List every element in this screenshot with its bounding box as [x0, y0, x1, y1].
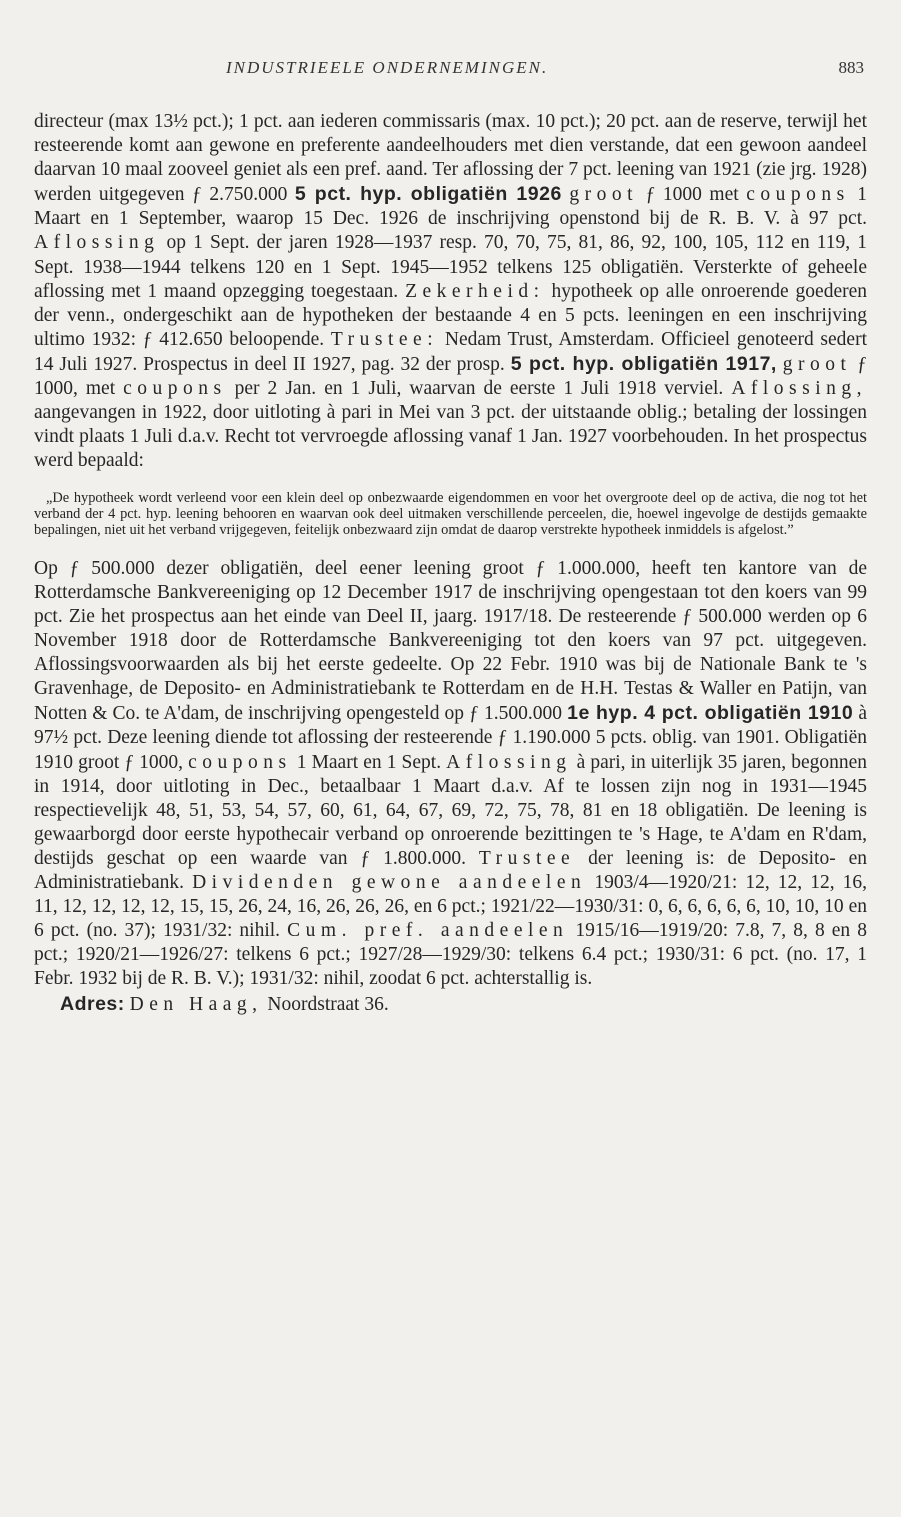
- p1-text-e: hypotheek op alle onroerende goederen der venn., ondergeschikt aan de hypotheken der bestaande 4 en 5 pcts. leeningen en een inschrijving ultimo 1932: ƒ 412.650 beloopende.: [34, 280, 868, 350]
- term-trustee: Trustee: [478, 847, 576, 869]
- p2-text-c: 1 Maart en 1 Sept.: [296, 751, 442, 773]
- address-label: Adres:: [60, 993, 125, 1016]
- p1-text-b: ƒ 1000 met: [645, 184, 739, 206]
- p2-text-g: 1915/16—1919/20: 7.8, 7, 8, 8 en 8 pct.; 1920/21—1926/27: telkens 6 pct.; 1927/28—1929/30: telkens 6.4 pct.; 1930/31: 6 pct. (no. 17, 1 Febr. 1932 bij de R. B. V.); 1931/32: nihil, zoodat 6 pct. achterstallig is.: [34, 920, 867, 990]
- term-groot: groot: [569, 184, 639, 206]
- p1-text-c: 1 Maart en 1 September, waarop 15 Dec. 1926 de inschrijving openstond bij de R. B. V. à 97 pct.: [34, 184, 867, 230]
- p2-text-f: 1903/4—1920/21: 12, 12, 12, 16, 11, 12, 12, 12, 12, 15, 15, 26, 24, 16, 26, 26, 26, en 6 pct.; 1921/22—1930/31: 0, 6, 6, 6, 6, 6, 10, 10, 10 en 6 pct. (no. 37); 1931/32: nihil.: [34, 872, 868, 942]
- term-dividenden: Dividenden gewone aandeelen: [192, 872, 587, 894]
- p1-text-h: per 2 Jan. en 1 Juli, waarvan de eerste 1 Juli 1918 verviel.: [234, 378, 724, 400]
- address-street: Noordstraat 36.: [267, 994, 389, 1016]
- page-number: 883: [838, 58, 864, 77]
- bond-title-1917: 5 pct. hyp. obligatiën 1917,: [510, 352, 777, 375]
- term-trustee: Trustee:: [330, 328, 439, 350]
- p1-text-d: op 1 Sept. der jaren 1928—1937 resp. 70, 70, 75, 81, 86, 92, 100, 105, 112 en 119, 1 Sept. 1938—1944 telkens 120 en 1 Sept. 1945—1952 telkens 125 obligatiën. Versterkte of geheele aflossing met 1 maand opzegging toegestaan.: [34, 232, 868, 302]
- term-zekerheid: Zekerheid:: [405, 280, 545, 302]
- term-coupons: coupons: [746, 184, 850, 206]
- term-coupons: coupons: [188, 751, 292, 773]
- p1-text-f: Nedam Trust, Amsterdam. Officieel genoteerd sedert 14 Juli 1927. Prospectus in deel II 1927, pag. 32 der prosp.: [34, 328, 867, 375]
- p1-text-i: aangevangen in 1922, door uitloting à pari in Mei van 3 pct. der uitstaande oblig.; betaling der lossingen vindt plaats 1 Juli d.a.v. Recht tot vervroegde aflossing vanaf 1 Jan. 1927 voorbehouden. In het prospectus werd bepaald:: [34, 402, 867, 472]
- bond-title-1910: 1e hyp. 4 pct. obligatiën 1910: [567, 702, 854, 725]
- term-groot: groot: [782, 353, 852, 375]
- paragraph-2: [34, 557, 867, 992]
- prospectus-quote: [34, 491, 867, 538]
- term-aflossing: Aflossing: [34, 232, 160, 254]
- body-text: [34, 110, 867, 1018]
- address-line: [34, 992, 867, 1017]
- p1-text-a: directeur (max 13½ pct.); 1 pct. aan iederen commissaris (max. 10 pct.); 20 pct. aan de reserve, terwijl het resteerende komt aan gewone en preferente aandeelhouders met dien verstande, dat een gewoon aandeel daarvan 10 maal zooveel geniet als een pref. aand. Ter aflossing der 7 pct. leening van 1921 (zie jrg. 1928) werden uitgegeven ƒ 2.750.000: [34, 111, 867, 206]
- bond-title-1926: 5 pct. hyp. obligatiën 1926: [294, 183, 562, 206]
- address-city: Den Haag,: [129, 994, 263, 1016]
- p2-text-d: à pari, in uiterlijk 35 jaren, begonnen in 1914, door uitloting in Dec., betaalbaar 1 Maart d.a.v. Af te lossen zijn nog in 1931—1945 respectievelijk 48, 51, 53, 54, 57, 60, 61, 64, 67, 69, 72, 75, 78, 81 en 18 obligatiën. De leening is gewaarborgd door eerste hypothecair verband op onroerende bezittingen te 's Hage, te A'dam en R'dam, destijds geschat op een waarde van ƒ 1.800.000.: [34, 751, 868, 869]
- p2-text-e: der leening is: de Deposito- en Administratiebank.: [34, 847, 868, 894]
- p1-text-g: ƒ 1000, met: [34, 353, 868, 400]
- p2-text-b: à 97½ pct. Deze leening diende tot aflossing der resteerende ƒ 1.190.000 5 pcts. oblig. van 1901. Obligatiën 1910 groot ƒ 1000,: [34, 703, 868, 773]
- running-head: [0, 58, 901, 88]
- term-aflossing: Aflossing: [446, 751, 572, 773]
- quote-text: „De hypotheek wordt verleend voor een klein deel op onbezwaarde eigendommen en voor het overgroote deel op de activa, die nog tot het verband der 4 pct. hyp. leening behooren en waarvan ook deel uitmaken verschillende perceelen, die, hoewel ingevolge de destijds gemaakte bepalingen, niet uit het verband vrijgegeven, feitelijk onbezwaard zijn omdat de daarop verstrekte hypotheek inmiddels is afgelost.”: [34, 490, 867, 538]
- term-coupons: coupons: [123, 378, 227, 400]
- running-title: INDUSTRIEELE ONDERNEMINGEN.: [226, 58, 549, 77]
- term-cum-pref: Cum. pref. aandeelen: [287, 920, 569, 942]
- paragraph-1: [34, 110, 867, 473]
- term-aflossing: Aflossing,: [731, 378, 868, 400]
- p2-text-a: Op ƒ 500.000 dezer obligatiën, deel eener leening groot ƒ 1.000.000, heeft ten kantore van de Rotterdamsche Bankvereeniging op 12 December 1917 de inschrijving opengestaan tot den koers van 99 pct. Zie het prospectus aan het einde van Deel II, jaarg. 1917/18. De resteerende ƒ 500.000 werden op 6 November 1918 door de Rotterdamsche Bankvereeniging tot den koers van 97 pct. uitgegeven. Aflossingsvoorwaarden als bij het eerste gedeelte. Op 22 Febr. 1910 was bij de Nationale Bank te 's Gravenhage, de Deposito- en Administratiebank te Rotterdam en de H.H. Testas & Waller en Patijn, van Notten & Co. te A'dam, de inschrijving opengesteld op ƒ 1.500.000: [34, 557, 867, 725]
